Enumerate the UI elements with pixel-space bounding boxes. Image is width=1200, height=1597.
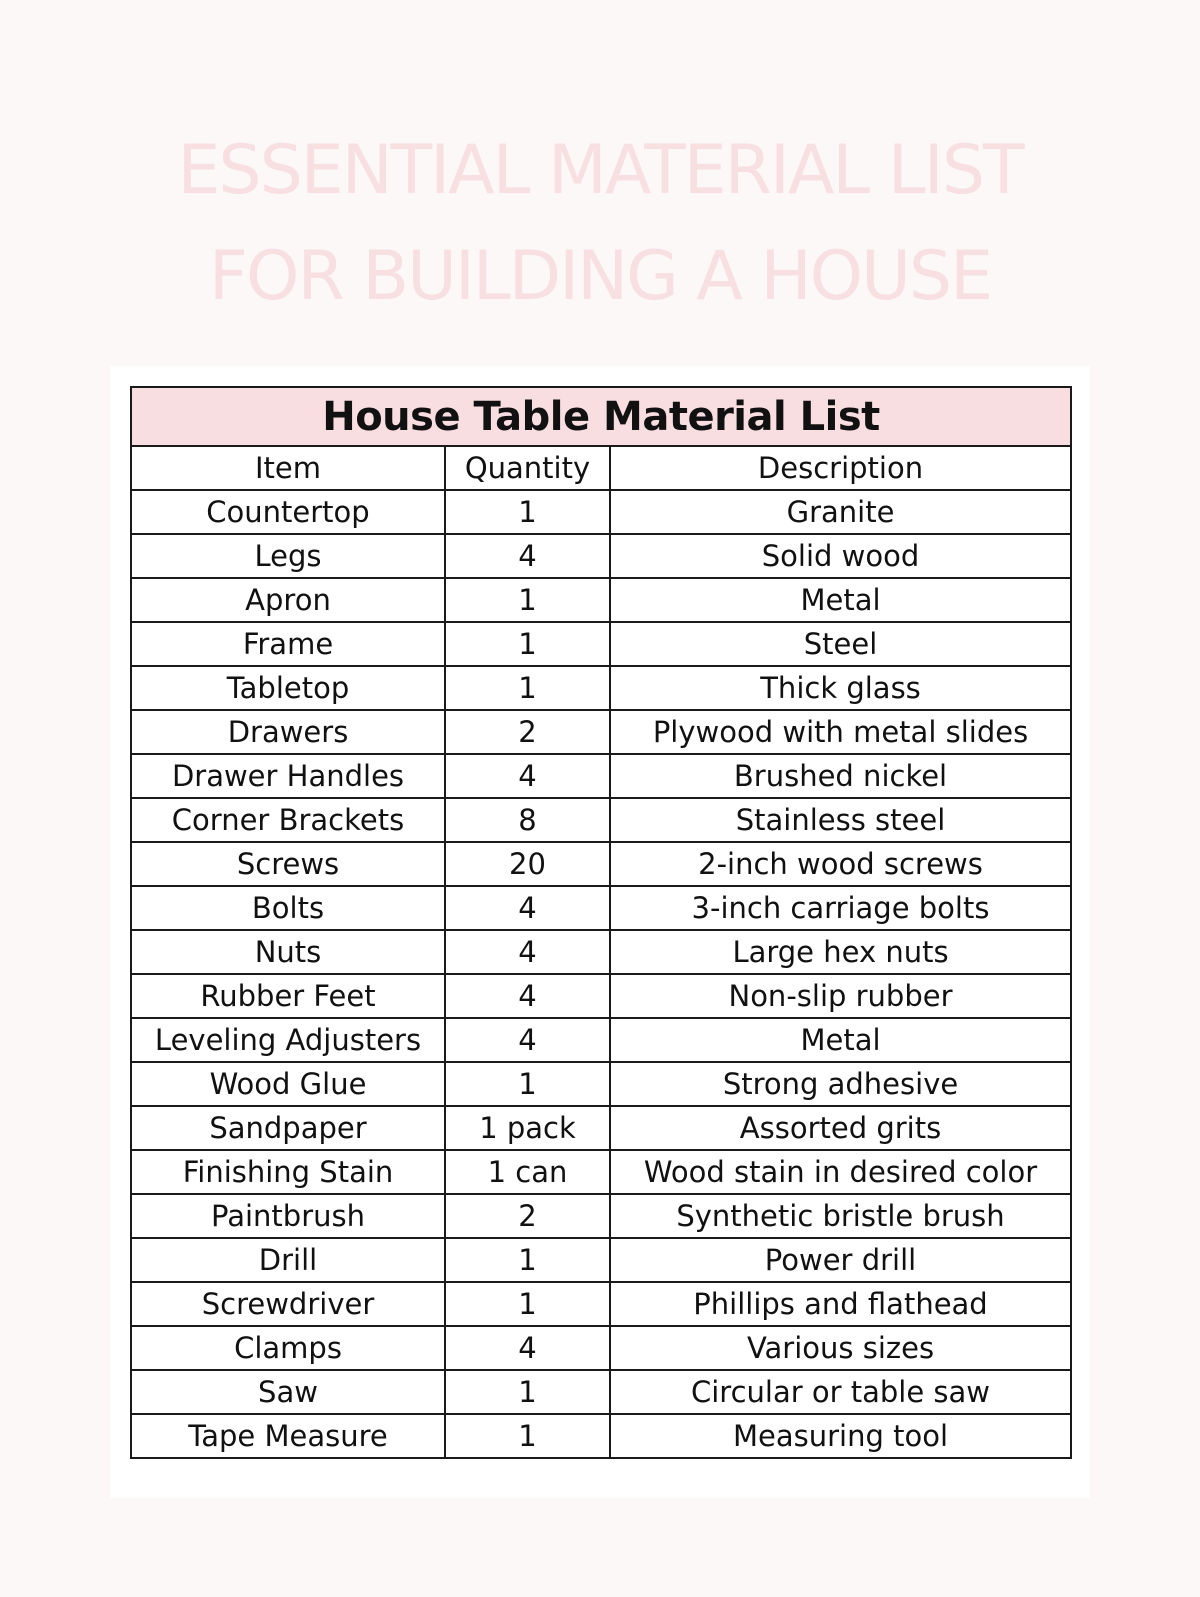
cell-quantity: 4: [445, 1326, 610, 1370]
table-row: [131, 1238, 1071, 1282]
cell-description: Measuring tool: [610, 1414, 1071, 1458]
cell-item: Drill: [131, 1238, 445, 1282]
cell-item: Drawers: [131, 710, 445, 754]
cell-item: Tape Measure: [131, 1414, 445, 1458]
column-header-item: Item: [131, 446, 445, 490]
column-header-quantity: Quantity: [445, 446, 610, 490]
table-row: [131, 666, 1071, 710]
cell-description: Circular or table saw: [610, 1370, 1071, 1414]
material-table: [130, 386, 1072, 1459]
table-card: [110, 366, 1090, 1498]
cell-description: Metal: [610, 1018, 1071, 1062]
cell-item: Saw: [131, 1370, 445, 1414]
table-row: [131, 886, 1071, 930]
page-title: [0, 118, 1200, 330]
table-row: [131, 1150, 1071, 1194]
cell-description: 2-inch wood screws: [610, 842, 1071, 886]
page-title-line-2: FOR BUILDING A HOUSE: [208, 237, 992, 316]
table-row: [131, 534, 1071, 578]
table-row: [131, 578, 1071, 622]
table-row: [131, 974, 1071, 1018]
table-row: [131, 1326, 1071, 1370]
cell-quantity: 2: [445, 1194, 610, 1238]
table-row: [131, 1282, 1071, 1326]
cell-description: Power drill: [610, 1238, 1071, 1282]
cell-item: Drawer Handles: [131, 754, 445, 798]
column-header-description: Description: [610, 446, 1071, 490]
cell-description: Stainless steel: [610, 798, 1071, 842]
cell-quantity: 4: [445, 930, 610, 974]
cell-description: Granite: [610, 490, 1071, 534]
table-row: [131, 798, 1071, 842]
cell-item: Screws: [131, 842, 445, 886]
table-row: [131, 1194, 1071, 1238]
cell-item: Finishing Stain: [131, 1150, 445, 1194]
cell-quantity: 1 pack: [445, 1106, 610, 1150]
cell-description: Steel: [610, 622, 1071, 666]
cell-description: Non-slip rubber: [610, 974, 1071, 1018]
page-title-line-1: ESSENTIAL MATERIAL LIST: [177, 131, 1023, 210]
cell-quantity: 4: [445, 1018, 610, 1062]
cell-quantity: 1: [445, 1282, 610, 1326]
cell-description: Synthetic bristle brush: [610, 1194, 1071, 1238]
cell-item: Corner Brackets: [131, 798, 445, 842]
cell-quantity: 1: [445, 1370, 610, 1414]
table-row: [131, 1414, 1071, 1458]
table-row: [131, 930, 1071, 974]
cell-item: Sandpaper: [131, 1106, 445, 1150]
cell-item: Screwdriver: [131, 1282, 445, 1326]
cell-quantity: 4: [445, 974, 610, 1018]
table-row: [131, 1062, 1071, 1106]
cell-item: Tabletop: [131, 666, 445, 710]
cell-quantity: 1: [445, 1238, 610, 1282]
cell-quantity: 1: [445, 622, 610, 666]
cell-quantity: 1 can: [445, 1150, 610, 1194]
cell-quantity: 1: [445, 1062, 610, 1106]
cell-quantity: 1: [445, 1414, 610, 1458]
cell-quantity: 4: [445, 534, 610, 578]
cell-quantity: 4: [445, 886, 610, 930]
table-row: [131, 754, 1071, 798]
cell-item: Countertop: [131, 490, 445, 534]
cell-item: Nuts: [131, 930, 445, 974]
cell-item: Leveling Adjusters: [131, 1018, 445, 1062]
cell-item: Wood Glue: [131, 1062, 445, 1106]
cell-quantity: 20: [445, 842, 610, 886]
table-row: [131, 490, 1071, 534]
cell-quantity: 8: [445, 798, 610, 842]
cell-description: Wood stain in desired color: [610, 1150, 1071, 1194]
table-row: [131, 1106, 1071, 1150]
table-row: [131, 1370, 1071, 1414]
cell-description: Brushed nickel: [610, 754, 1071, 798]
cell-description: Strong adhesive: [610, 1062, 1071, 1106]
cell-description: Solid wood: [610, 534, 1071, 578]
cell-quantity: 1: [445, 490, 610, 534]
cell-description: Assorted grits: [610, 1106, 1071, 1150]
cell-quantity: 1: [445, 666, 610, 710]
cell-description: Metal: [610, 578, 1071, 622]
cell-description: Large hex nuts: [610, 930, 1071, 974]
cell-description: Phillips and flathead: [610, 1282, 1071, 1326]
table-row: [131, 622, 1071, 666]
cell-quantity: 4: [445, 754, 610, 798]
table-caption: House Table Material List: [131, 387, 1071, 446]
cell-item: Legs: [131, 534, 445, 578]
cell-item: Apron: [131, 578, 445, 622]
cell-item: Paintbrush: [131, 1194, 445, 1238]
cell-description: Plywood with metal slides: [610, 710, 1071, 754]
cell-item: Clamps: [131, 1326, 445, 1370]
cell-item: Frame: [131, 622, 445, 666]
cell-quantity: 1: [445, 578, 610, 622]
table-row: [131, 710, 1071, 754]
table-row: [131, 1018, 1071, 1062]
cell-item: Rubber Feet: [131, 974, 445, 1018]
cell-description: Thick glass: [610, 666, 1071, 710]
table-header-row: [131, 446, 1071, 490]
table-row: [131, 842, 1071, 886]
cell-description: 3-inch carriage bolts: [610, 886, 1071, 930]
cell-quantity: 2: [445, 710, 610, 754]
cell-item: Bolts: [131, 886, 445, 930]
cell-description: Various sizes: [610, 1326, 1071, 1370]
